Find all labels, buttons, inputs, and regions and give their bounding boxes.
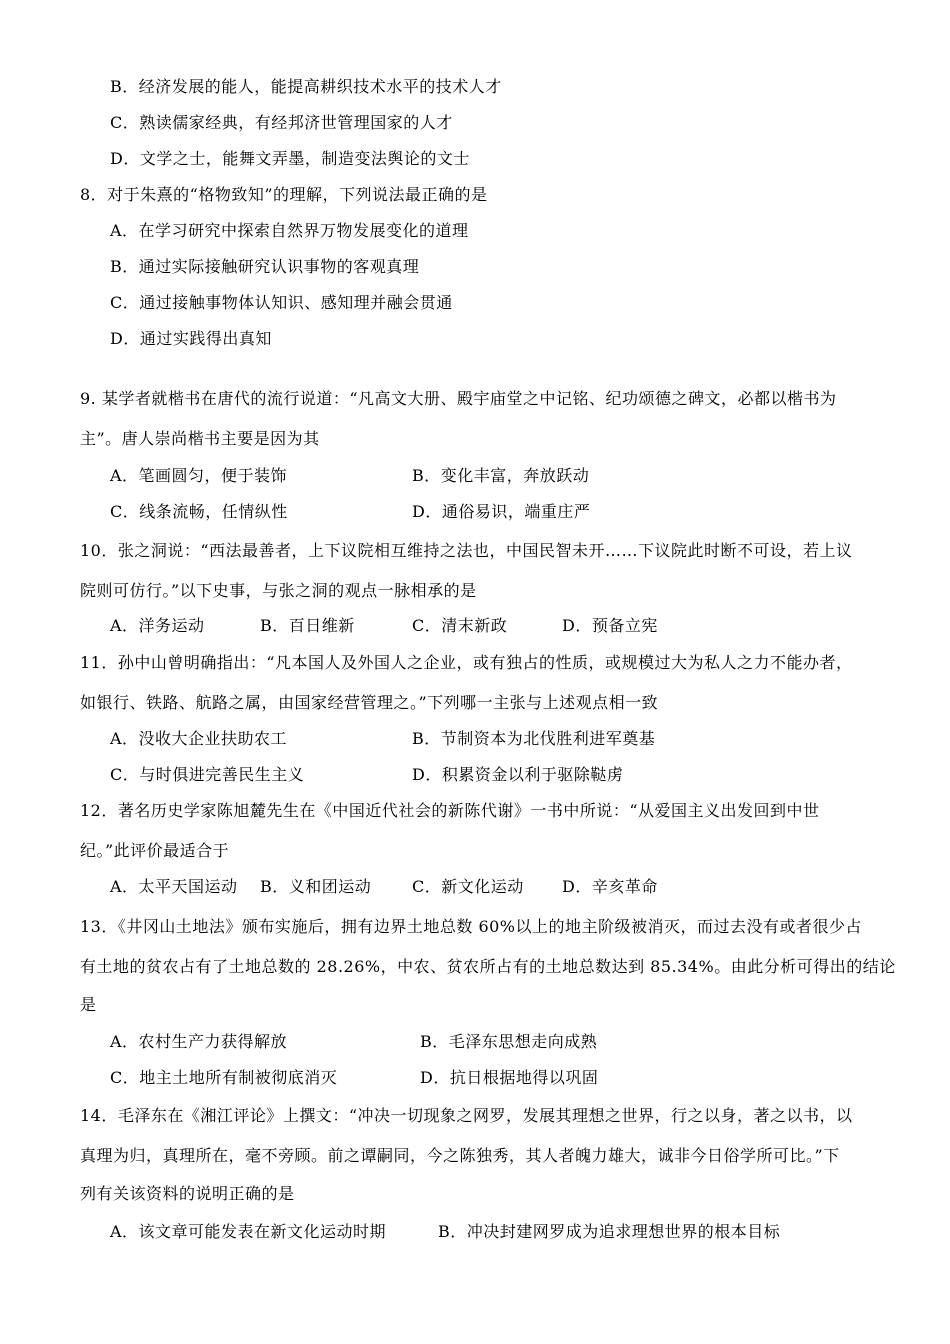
q13-option-c: C．地主土地所有制被彻底消灭 [110, 1068, 338, 1087]
q11-stem-line1: 11．孙中山曾明确指出：“凡本国人及外国人之企业，或有独占的性质，或规模过大为私人之力不能办者， [80, 653, 853, 672]
q11-option-c: C．与时俱进完善民生主义 [110, 765, 305, 784]
q8-option-d: D．通过实践得出真知 [110, 329, 272, 348]
q9-stem-line1: 9. 某学者就楷书在唐代的流行说道：“凡高文大册、殿宇庙堂之中记铭、纪功颂德之碑文，必都以楷书为 [80, 389, 837, 408]
q12-option-b: B．义和团运动 [260, 877, 372, 896]
q10-stem-line2: 院则可仿行。”以下史事，与张之洞的观点一脉相承的是 [80, 581, 477, 600]
q7-option-b: B．经济发展的能人，能提高耕织技术水平的技术人才 [110, 77, 502, 96]
q13-stem-line2: 有土地的贫农占有了土地总数的 28.26%，中农、贫农所占有的土地总数达到 85.34%。由此分析可得出的结论 [80, 957, 896, 976]
q14-option-b: B．冲决封建网罗成为追求理想世界的根本目标 [438, 1222, 781, 1241]
q9-option-d: D．通俗易识，端重庄严 [412, 502, 591, 521]
q12-option-c: C．新文化运动 [412, 877, 524, 896]
q13-option-d: D．抗日根据地得以巩固 [420, 1068, 599, 1087]
q13-option-a: A．农村生产力获得解放 [110, 1032, 288, 1051]
q9-option-b: B．变化丰富，奔放跃动 [412, 466, 590, 485]
q7-option-c: C．熟读儒家经典，有经邦济世管理国家的人才 [110, 113, 453, 132]
q9-stem-line2: 主”。唐人崇尚楷书主要是因为其 [80, 429, 320, 448]
q11-option-d: D．积累资金以利于驱除鞑虏 [412, 765, 624, 784]
q12-option-d: D．辛亥革命 [562, 877, 658, 896]
q13-stem-line3: 是 [80, 995, 97, 1014]
q14-option-a: A．该文章可能发表在新文化运动时期 [110, 1222, 387, 1241]
q13-stem-line1: 13．《井冈山土地法》颁布实施后，拥有边界土地总数 60%以上的地主阶级被消灭，而过去没有或者很少占 [80, 917, 863, 936]
q8-option-c: C．通过接触事物体认知识、感知理并融会贯通 [110, 293, 453, 312]
q9-option-a: A．笔画圆匀，便于装饰 [110, 466, 288, 485]
q14-stem-line2: 真理为归，真理所在，毫不旁顾。前之谭嗣同，今之陈独秀，其人者魄力雄大，诚非今日俗学所可比。”下 [80, 1146, 840, 1165]
q7-option-d: D．文学之士，能舞文弄墨，制造变法舆论的文士 [110, 149, 470, 168]
q9-option-c: C．线条流畅，任情纵性 [110, 502, 288, 521]
q12-stem-line2: 纪。”此评价最适合于 [80, 841, 230, 860]
q13-option-b: B．毛泽东思想走向成熟 [420, 1032, 598, 1051]
q11-option-a: A．没收大企业扶助农工 [110, 729, 288, 748]
q12-option-a: A．太平天国运动 [110, 877, 238, 896]
q11-stem-line2: 如银行、铁路、航路之属，由国家经营管理之。”下列哪一主张与上述观点相一致 [80, 693, 659, 712]
q11-option-b: B．节制资本为北伐胜利进军奠基 [412, 729, 656, 748]
q10-option-b: B．百日维新 [260, 616, 355, 635]
q8-stem: 8．对于朱熹的“格物致知”的理解，下列说法最正确的是 [80, 185, 488, 204]
q10-option-c: C．清末新政 [412, 616, 508, 635]
q12-stem-line1: 12．著名历史学家陈旭麓先生在《中国近代社会的新陈代谢》一书中所说：“从爱国主义出发回到中世 [80, 801, 820, 820]
q10-stem-line1: 10．张之洞说：“西法最善者，上下议院相互维持之法也，中国民智未开……下议院此时断不可设，若上议 [80, 541, 853, 560]
q14-stem-line1: 14．毛泽东在《湘江评论》上撰文：“冲决一切现象之网罗，发展其理想之世界，行之以身，著之以书，以 [80, 1106, 853, 1125]
q8-option-a: A．在学习研究中探索自然界万物发展变化的道理 [110, 221, 469, 240]
q8-option-b: B．通过实际接触研究认识事物的客观真理 [110, 257, 420, 276]
q14-stem-line3: 列有关该资料的说明正确的是 [80, 1184, 295, 1203]
q10-option-d: D．预备立宪 [562, 616, 658, 635]
q10-option-a: A．洋务运动 [110, 616, 205, 635]
